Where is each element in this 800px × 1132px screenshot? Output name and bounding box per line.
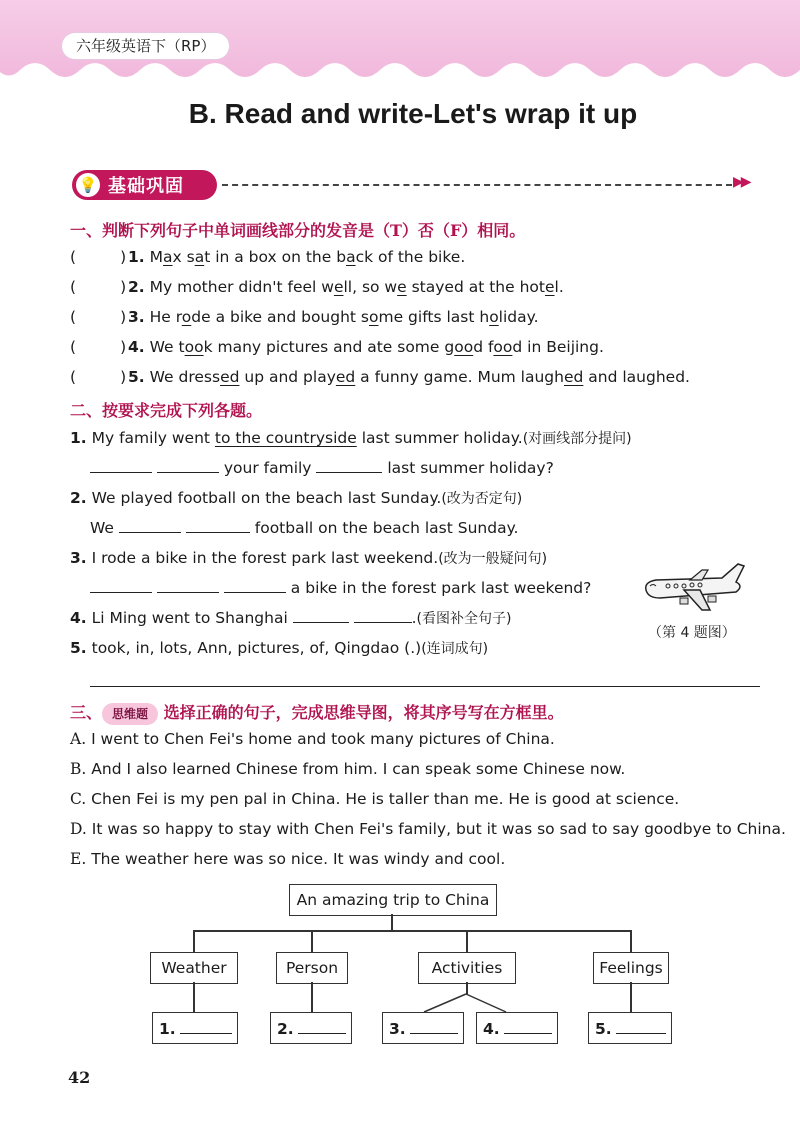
q-note: (改为一般疑问句) bbox=[438, 551, 548, 567]
answer-bracket[interactable]: ( ) bbox=[70, 248, 127, 266]
part1-heading-f: F bbox=[449, 221, 462, 240]
option-letter: D. bbox=[70, 820, 87, 838]
judge-item bbox=[70, 338, 604, 356]
answer-text: football on the beach last Sunday. bbox=[249, 519, 519, 537]
item-text: de a bike and bought s bbox=[191, 308, 370, 326]
item-text: t in a box on the b bbox=[204, 248, 347, 266]
connector-line bbox=[630, 982, 632, 1012]
mindmap-answer-slot[interactable] bbox=[588, 1012, 672, 1044]
answer-bracket[interactable]: ( ) bbox=[70, 368, 127, 386]
part1-heading bbox=[70, 218, 525, 241]
item-number: 5. bbox=[128, 368, 145, 386]
answer-blank[interactable] bbox=[90, 458, 152, 473]
underlined-letters: o bbox=[489, 308, 499, 326]
option-text: It was so happy to stay with Chen Fei's family, but it was so sad to say goodbye to China. bbox=[91, 820, 786, 838]
judge-item bbox=[70, 368, 690, 386]
q-underlined: to the countryside bbox=[214, 429, 357, 447]
item-text: me gifts last h bbox=[378, 308, 490, 326]
option-a bbox=[70, 730, 555, 748]
q-note: (改为否定句) bbox=[441, 491, 523, 507]
answer-line[interactable] bbox=[90, 686, 760, 687]
option-text: Chen Fei is my pen pal in China. He is taller than me. He is good at science. bbox=[91, 790, 680, 808]
answer-text: We bbox=[90, 519, 119, 537]
option-text: The weather here was so nice. It was windy and cool. bbox=[91, 850, 506, 868]
item-text: We dress bbox=[149, 368, 221, 386]
item-text: liday. bbox=[498, 308, 539, 326]
option-letter: B. bbox=[70, 760, 87, 778]
option-text: And I also learned Chinese from him. I can speak some Chinese now. bbox=[91, 760, 626, 778]
q-text: We played football on the beach last Sunday. bbox=[91, 489, 442, 507]
answer-blank[interactable] bbox=[90, 578, 152, 593]
slot-number: 2. bbox=[277, 1020, 294, 1038]
divider bbox=[222, 184, 732, 186]
question-2-5 bbox=[70, 638, 488, 658]
q-text: My family went bbox=[91, 429, 215, 447]
answer-bracket[interactable]: ( ) bbox=[70, 338, 127, 356]
item-text: We t bbox=[149, 338, 185, 356]
option-c bbox=[70, 790, 679, 808]
answer-2-1 bbox=[90, 458, 554, 477]
option-b bbox=[70, 760, 625, 778]
thinking-tag: 思维题 bbox=[102, 703, 158, 725]
mindmap-branch-weather: Weather bbox=[150, 952, 238, 984]
item-text: ll, so w bbox=[343, 278, 398, 296]
part1-heading-mid: ）否（ bbox=[401, 221, 450, 240]
item-text: stayed at the hot bbox=[406, 278, 545, 296]
underlined-letters: a bbox=[163, 248, 173, 266]
answer-blank[interactable] bbox=[316, 458, 382, 473]
connector-line bbox=[193, 930, 631, 932]
connector-split bbox=[406, 993, 526, 1013]
book-label: 六年级英语下（RP） bbox=[62, 33, 229, 59]
answer-bracket[interactable]: ( ) bbox=[70, 278, 127, 296]
item-number: 1. bbox=[128, 248, 145, 266]
item-text: ck of the bike. bbox=[355, 248, 466, 266]
mindmap-branch-activities: Activities bbox=[418, 952, 516, 984]
part2-heading: 二、按要求完成下列各题。 bbox=[70, 401, 263, 420]
answer-text: last summer holiday? bbox=[382, 459, 554, 477]
underlined-letters: ed bbox=[335, 368, 356, 386]
slot-number: 5. bbox=[595, 1020, 612, 1038]
q-text: . bbox=[411, 609, 417, 627]
mindmap-answer-slot[interactable] bbox=[382, 1012, 464, 1044]
part1-heading-pre: 一、判断下列句子中单词画线部分的发音是（ bbox=[70, 221, 391, 240]
underlined-letters: oo bbox=[184, 338, 204, 356]
item-number: 3. bbox=[128, 308, 145, 326]
question-2-3 bbox=[70, 548, 547, 568]
item-text: d f bbox=[473, 338, 494, 356]
q-text: took, in, lots, Ann, pictures, of, Qingdao (.) bbox=[91, 639, 422, 657]
slot-number: 4. bbox=[483, 1020, 500, 1038]
connector-line bbox=[466, 930, 468, 952]
option-d bbox=[70, 820, 786, 838]
answer-2-3 bbox=[90, 578, 591, 597]
answer-blank[interactable] bbox=[157, 458, 219, 473]
connector-line bbox=[630, 930, 632, 952]
q-num: 5. bbox=[70, 639, 87, 657]
answer-bracket[interactable]: ( ) bbox=[70, 308, 127, 326]
part3-heading bbox=[70, 700, 564, 725]
q-num: 3. bbox=[70, 549, 87, 567]
q-note: (看图补全句子) bbox=[416, 611, 512, 627]
answer-blank[interactable] bbox=[224, 578, 286, 593]
underlined-letters: oo bbox=[493, 338, 513, 356]
slot-number: 3. bbox=[389, 1020, 406, 1038]
judge-item bbox=[70, 308, 539, 326]
item-text: and laughed. bbox=[583, 368, 690, 386]
lightbulb-icon: 💡 bbox=[76, 173, 100, 197]
part3-heading-num: 三、 bbox=[70, 703, 103, 722]
q-note: (连词成句) bbox=[421, 641, 489, 657]
q-text: Li Ming went to Shanghai bbox=[91, 609, 293, 627]
underlined-letters: o bbox=[181, 308, 192, 326]
item-number: 2. bbox=[128, 278, 145, 296]
answer-text: a bike in the forest park last weekend? bbox=[285, 579, 592, 597]
double-arrow-icon: ▶▶ bbox=[733, 174, 749, 190]
connector-line bbox=[193, 982, 195, 1012]
part1-heading-t: T bbox=[390, 221, 402, 240]
mindmap-answer-slot[interactable] bbox=[270, 1012, 352, 1044]
connector-line bbox=[311, 982, 313, 1012]
underlined-letters: e bbox=[333, 278, 344, 296]
judge-item bbox=[70, 278, 564, 296]
page-number: 42 bbox=[68, 1068, 91, 1087]
question-2-2 bbox=[70, 488, 522, 508]
underlined-letters: e bbox=[397, 278, 407, 296]
option-text: I went to Chen Fei's home and took many pictures of China. bbox=[91, 730, 555, 748]
option-letter: C. bbox=[70, 790, 87, 808]
answer-blank[interactable] bbox=[119, 518, 181, 533]
underlined-letters: ed bbox=[220, 368, 240, 386]
figure-caption: （第 4 题图） bbox=[648, 625, 736, 641]
answer-text: your family bbox=[218, 459, 317, 477]
item-text: l. bbox=[554, 278, 564, 296]
option-letter: E. bbox=[70, 850, 87, 868]
option-letter: A. bbox=[70, 730, 87, 748]
q-text: I rode a bike in the forest park last weekend. bbox=[91, 549, 439, 567]
connector-line bbox=[311, 930, 313, 952]
page-title: B. Read and write-Let's wrap it up bbox=[188, 98, 638, 129]
item-text: He r bbox=[149, 308, 182, 326]
answer-blank[interactable] bbox=[293, 608, 349, 623]
underlined-letters: a bbox=[194, 248, 205, 266]
underlined-letters: e bbox=[544, 278, 555, 296]
answer-blank[interactable] bbox=[186, 518, 250, 533]
option-e bbox=[70, 850, 505, 868]
item-text: d in Beijing. bbox=[512, 338, 604, 356]
section-banner-label: 基础巩固 bbox=[108, 176, 184, 197]
q-num: 1. bbox=[70, 429, 87, 447]
slot-number: 1. bbox=[159, 1020, 176, 1038]
q-num: 4. bbox=[70, 609, 87, 627]
question-2-4 bbox=[70, 608, 511, 628]
mindmap-branch-person: Person bbox=[276, 952, 348, 984]
item-text: x s bbox=[172, 248, 195, 266]
mindmap-branch-feelings: Feelings bbox=[593, 952, 669, 984]
connector-line bbox=[193, 930, 195, 952]
underlined-letters: a bbox=[346, 248, 356, 266]
item-text: up and play bbox=[239, 368, 336, 386]
underlined-letters: oo bbox=[454, 338, 474, 356]
part3-heading-text: 选择正确的句子，完成思维导图，将其序号写在方框里。 bbox=[163, 703, 564, 722]
item-text: a funny game. Mum laugh bbox=[355, 368, 564, 386]
answer-blank[interactable] bbox=[354, 608, 412, 623]
item-text: k many pictures and ate some g bbox=[203, 338, 455, 356]
part1-heading-post: ）相同。 bbox=[461, 221, 526, 240]
item-text: My mother didn't feel w bbox=[149, 278, 334, 296]
answer-2-2 bbox=[90, 518, 518, 537]
mindmap-root: An amazing trip to China bbox=[289, 884, 497, 916]
mindmap-answer-slot[interactable] bbox=[152, 1012, 238, 1044]
question-2-1 bbox=[70, 428, 632, 448]
connector-line bbox=[391, 914, 393, 930]
q-note: (对画线部分提问) bbox=[522, 431, 632, 447]
judge-item bbox=[70, 248, 465, 266]
q-num: 2. bbox=[70, 489, 87, 507]
q-text: last summer holiday. bbox=[356, 429, 523, 447]
answer-blank[interactable] bbox=[157, 578, 219, 593]
airplane-icon bbox=[640, 560, 748, 620]
underlined-letters: ed bbox=[563, 368, 584, 386]
mindmap-answer-slot[interactable] bbox=[476, 1012, 558, 1044]
underlined-letters: o bbox=[369, 308, 379, 326]
item-number: 4. bbox=[128, 338, 145, 356]
item-text: M bbox=[149, 248, 163, 266]
